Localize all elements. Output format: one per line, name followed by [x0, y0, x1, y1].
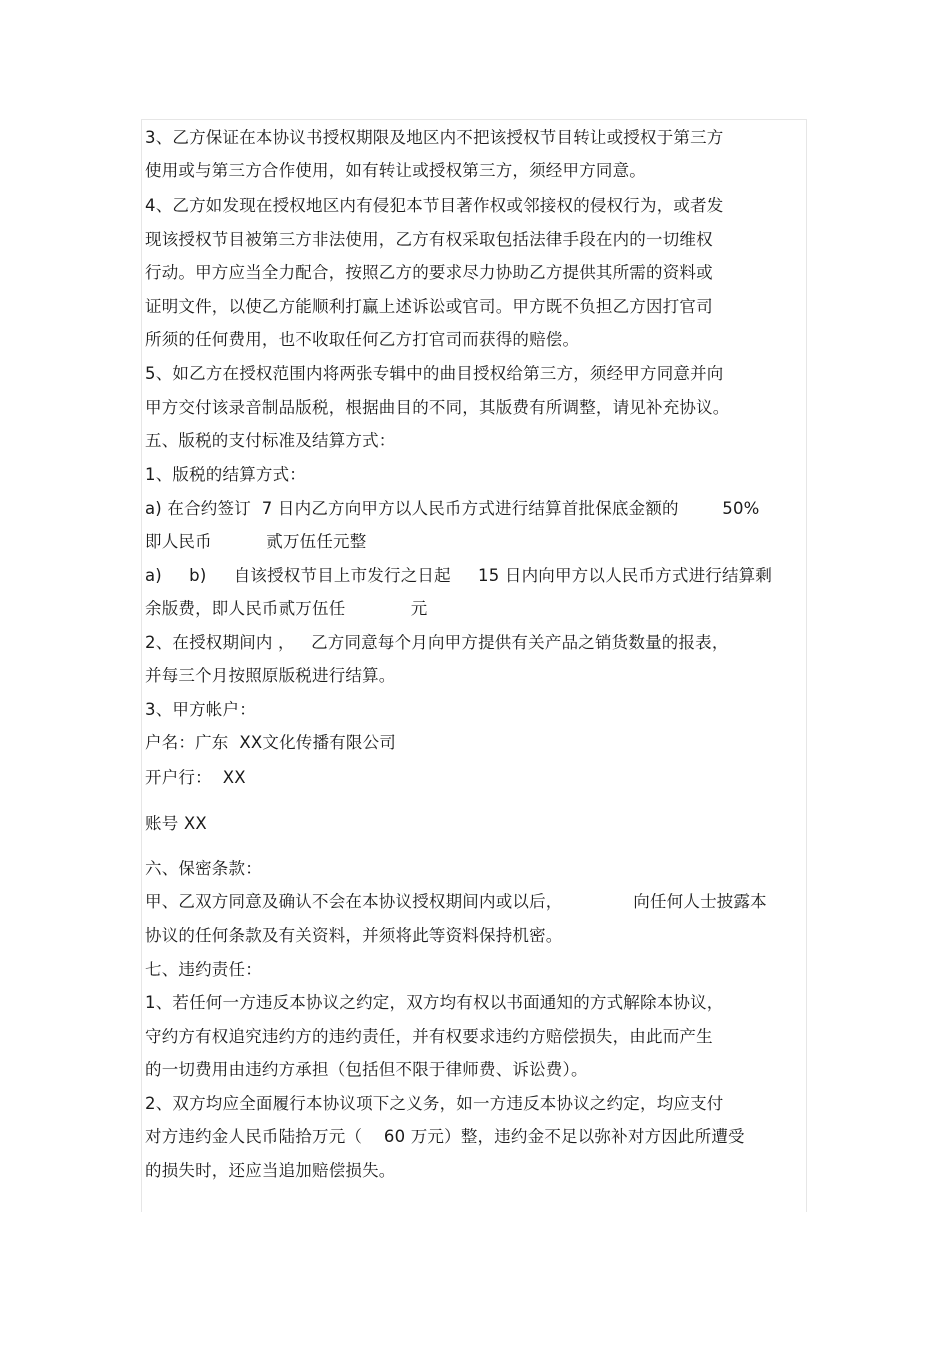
section-6-heading: 六、保密条款：: [145, 859, 262, 878]
section-5-heading: 五、版税的支付标准及结算方式：: [145, 431, 396, 450]
confidentiality-line-1: 甲、乙双方同意及确认不会在本协议授权期间内或以后， 向任何人士披露本: [145, 892, 767, 911]
account-bank: 开户行： XX: [145, 768, 246, 787]
breach-2-line-2: 对方违约金人民币陆拾万元（ 60 万元）整，违约金不足以弥补对方因此所遭受: [145, 1127, 745, 1146]
settlement-b-line-2: 余版费，即人民币贰万伍任 元: [145, 599, 428, 618]
breach-1-line-2: 守约方有权追究违约方的违约责任，并有权要求违约方赔偿损失，由此而产生: [145, 1027, 713, 1046]
breach-2-line-3: 的损失时，还应当追加赔偿损失。: [145, 1161, 396, 1180]
clause-5-line-2: 甲方交付该录音制品版税，根据曲目的不同，其版费有所调整，请见补充协议。: [145, 398, 730, 417]
reporting-line-2: 并每三个月按照原版税进行结算。: [145, 666, 396, 685]
settlement-b-line-1: a) b) 自该授权节目上市发行之日起 15 日内向甲方以人民币方式进行结算剩: [145, 566, 773, 585]
clause-4-line-4: 证明文件，以使乙方能顺利打赢上述诉讼或官司。甲方既不负担乙方因打官司: [145, 297, 713, 316]
settlement-a-line-2: 即人民币 贰万伍任元整: [145, 532, 367, 551]
confidentiality-line-2: 协议的任何条款及有关资料，并须将此等资料保持机密。: [145, 926, 563, 945]
breach-1-line-3: 的一切费用由违约方承担（包括但不限于律师费、诉讼费）。: [145, 1060, 588, 1079]
clause-4-line-3: 行动。甲方应当全力配合，按照乙方的要求尽力协助乙方提供其所需的资料或: [145, 263, 713, 282]
section-7-heading: 七、违约责任：: [145, 960, 262, 979]
clause-3-line-1: 3、乙方保证在本协议书授权期限及地区内不把该授权节目转让或授权于第三方: [145, 128, 724, 147]
reporting-line-1: 2、在授权期间内 ， 乙方同意每个月向甲方提供有关产品之销货数量的报表，: [145, 633, 729, 652]
settlement-a-line-1: a) 在合约签订 7 日内乙方向甲方以人民币方式进行结算首批保底金额的 50%: [145, 499, 760, 518]
royalty-settlement-heading: 1、版税的结算方式：: [145, 465, 306, 484]
account-number: 账号 XX: [145, 814, 207, 833]
account-name: 户名：广东 XX文化传播有限公司: [145, 733, 396, 752]
breach-1-line-1: 1、若任何一方违反本协议之约定，双方均有权以书面通知的方式解除本协议，: [145, 993, 724, 1012]
account-heading: 3、甲方帐户：: [145, 700, 256, 719]
clause-4-line-1: 4、乙方如发现在授权地区内有侵犯本节目著作权或邻接权的侵权行为，或者发: [145, 196, 724, 215]
clause-4-line-5: 所须的任何费用，也不收取任何乙方打官司而获得的赔偿。: [145, 330, 580, 349]
clause-5-line-1: 5、如乙方在授权范围内将两张专辑中的曲目授权给第三方，须经甲方同意并向: [145, 364, 724, 383]
breach-2-line-1: 2、双方均应全面履行本协议项下之义务，如一方违反本协议之约定，均应支付: [145, 1094, 724, 1113]
clause-3-line-2: 使用或与第三方合作使用，如有转让或授权第三方，须经甲方同意。: [145, 161, 646, 180]
clause-4-line-2: 现该授权节目被第三方非法使用，乙方有权采取包括法律手段在内的一切维权: [145, 230, 713, 249]
